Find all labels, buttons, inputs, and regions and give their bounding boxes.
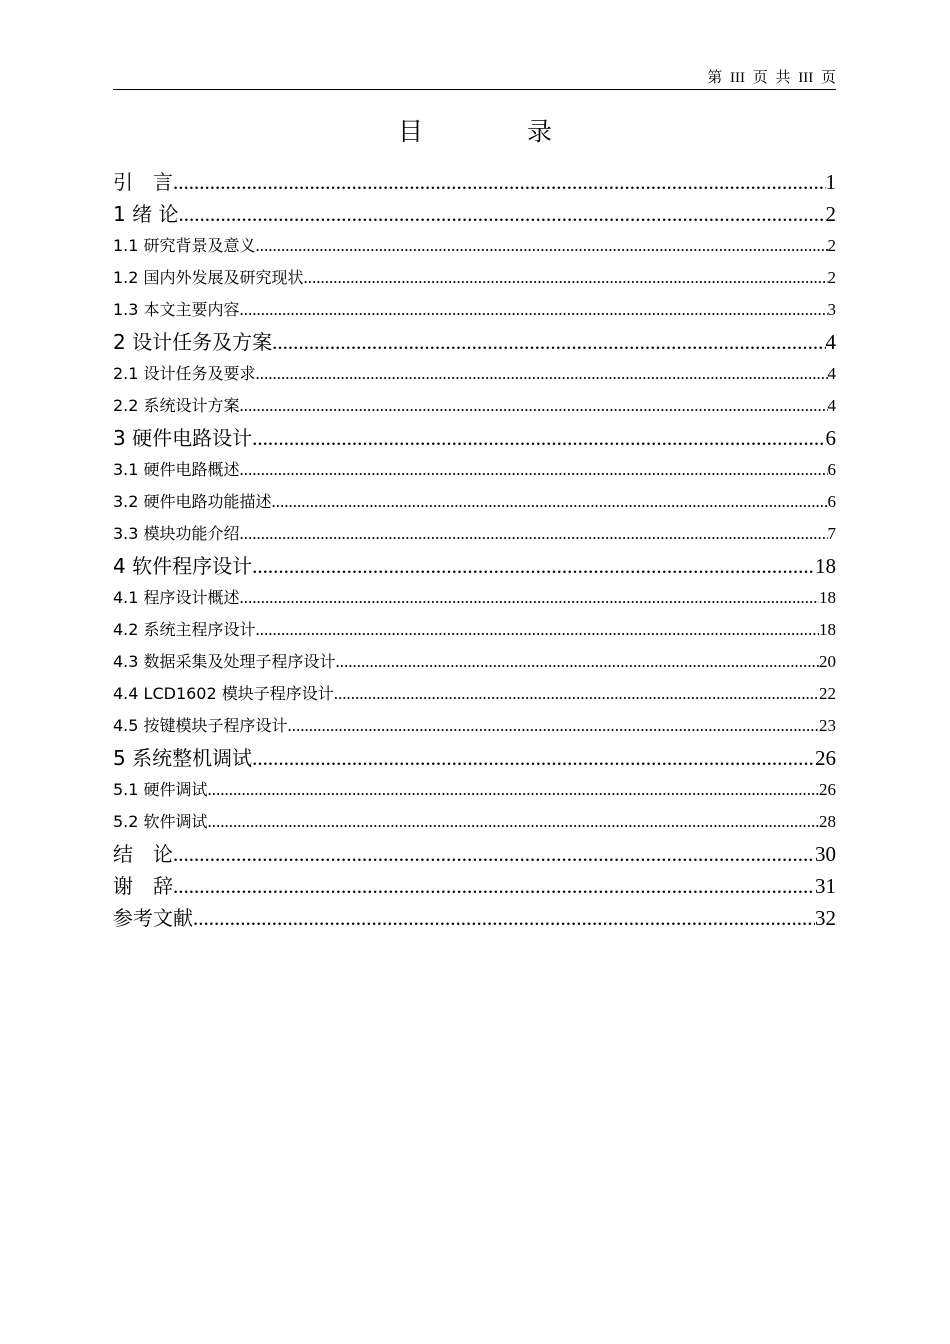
toc-entry-page-number: 23: [819, 716, 836, 735]
toc-entry-label: 4.3 数据采集及处理子程序设计: [113, 652, 336, 671]
toc-entry[interactable]: [113, 230, 836, 262]
page-title: 目 录: [398, 117, 600, 146]
toc-entry-page-number: 32: [815, 906, 836, 930]
toc-entry[interactable]: [113, 454, 836, 486]
toc-dot-leader: [240, 294, 828, 326]
toc-entry-page-number: 4: [827, 364, 836, 383]
toc-entry-label: 谢 辞: [113, 874, 173, 898]
toc-entry-label: 5.1 硬件调试: [113, 780, 208, 799]
toc-dot-leader: [240, 454, 828, 486]
toc-dot-leader: [252, 742, 815, 774]
toc-entry-label: 4 软件程序设计: [113, 554, 253, 578]
toc-entry-page-number: 2: [827, 268, 836, 287]
toc-entry[interactable]: [113, 486, 836, 518]
toc-entry[interactable]: [113, 390, 836, 422]
toc-entry-label: 2.1 设计任务及要求: [113, 364, 256, 383]
toc-entry[interactable]: [113, 678, 836, 710]
toc-dot-leader: [173, 870, 815, 902]
toc-entry-label: 引 言: [113, 170, 173, 194]
page-header: [113, 66, 836, 90]
toc-dot-leader: [173, 838, 815, 870]
toc-entry-page-number: 2: [825, 202, 836, 226]
page-number-info: 第 III 页 共 III 页: [707, 70, 836, 86]
toc-entry[interactable]: [113, 294, 836, 326]
toc-dot-leader: [252, 550, 815, 582]
toc-entry-label: 1.2 国内外发展及研究现状: [113, 268, 304, 287]
toc-entry-label: 3.1 硬件电路概述: [113, 460, 240, 479]
toc-entry-label: 2.2 系统设计方案: [113, 396, 240, 415]
toc-entry[interactable]: [113, 326, 836, 358]
toc-entry-page-number: 6: [827, 460, 836, 479]
toc-entry-page-number: 26: [819, 780, 836, 799]
toc-entry-page-number: 6: [825, 426, 836, 450]
table-of-contents: [113, 166, 836, 934]
toc-entry[interactable]: [113, 614, 836, 646]
toc-dot-leader: [256, 230, 828, 262]
toc-entry-page-number: 2: [827, 236, 836, 255]
toc-dot-leader: [256, 614, 819, 646]
toc-dot-leader: [208, 774, 819, 806]
toc-entry-label: 参考文献: [113, 906, 193, 930]
toc-entry-label: 1.3 本文主要内容: [113, 300, 240, 319]
toc-entry-page-number: 28: [819, 812, 836, 831]
toc-entry[interactable]: [113, 166, 836, 198]
toc-entry[interactable]: [113, 710, 836, 742]
toc-dot-leader: [173, 166, 826, 198]
toc-dot-leader: [178, 198, 825, 230]
toc-dot-leader: [288, 710, 819, 742]
toc-entry-label: 4.5 按键模块子程序设计: [113, 716, 288, 735]
toc-entry-page-number: 6: [827, 492, 836, 511]
toc-entry-label: 4.4 LCD1602 模块子程序设计: [113, 684, 334, 703]
toc-entry-page-number: 31: [815, 874, 836, 898]
toc-entry-page-number: 3: [827, 300, 836, 319]
toc-entry[interactable]: [113, 742, 836, 774]
toc-entry-page-number: 30: [815, 842, 836, 866]
toc-dot-leader: [256, 358, 828, 390]
toc-entry-page-number: 1: [825, 170, 836, 194]
toc-dot-leader: [252, 422, 825, 454]
toc-entry-page-number: 4: [827, 396, 836, 415]
toc-dot-leader: [272, 326, 825, 358]
toc-entry-page-number: 22: [819, 684, 836, 703]
toc-entry-page-number: 7: [827, 524, 836, 543]
toc-entry[interactable]: [113, 550, 836, 582]
toc-entry[interactable]: [113, 262, 836, 294]
toc-entry-label: 3 硬件电路设计: [113, 426, 253, 450]
toc-dot-leader: [240, 518, 828, 550]
toc-entry-label: 3.3 模块功能介绍: [113, 524, 240, 543]
toc-dot-leader: [240, 390, 828, 422]
toc-entry-page-number: 18: [819, 620, 836, 639]
toc-entry-page-number: 4: [825, 330, 836, 354]
toc-entry[interactable]: [113, 518, 836, 550]
toc-entry-label: 3.2 硬件电路功能描述: [113, 492, 272, 511]
toc-entry-page-number: 26: [815, 746, 836, 770]
toc-entry-page-number: 18: [819, 588, 836, 607]
toc-dot-leader: [193, 902, 815, 934]
toc-entry[interactable]: [113, 806, 836, 838]
toc-dot-leader: [334, 678, 819, 710]
toc-entry[interactable]: [113, 358, 836, 390]
toc-entry[interactable]: [113, 198, 836, 230]
toc-dot-leader: [304, 262, 828, 294]
toc-entry[interactable]: [113, 774, 836, 806]
toc-entry-label: 4.1 程序设计概述: [113, 588, 240, 607]
toc-entry[interactable]: [113, 870, 836, 902]
toc-dot-leader: [336, 646, 819, 678]
toc-dot-leader: [272, 486, 828, 518]
toc-entry-label: 1 绪 论: [113, 202, 179, 226]
toc-entry[interactable]: [113, 902, 836, 934]
toc-entry-page-number: 18: [815, 554, 836, 578]
toc-entry-label: 5 系统整机调试: [113, 746, 253, 770]
toc-entry[interactable]: [113, 422, 836, 454]
toc-entry-label: 5.2 软件调试: [113, 812, 208, 831]
toc-entry-label: 结 论: [113, 842, 173, 866]
toc-entry-page-number: 20: [819, 652, 836, 671]
toc-entry-label: 1.1 研究背景及意义: [113, 236, 256, 255]
toc-dot-leader: [240, 582, 819, 614]
toc-entry-label: 4.2 系统主程序设计: [113, 620, 256, 639]
toc-entry[interactable]: [113, 646, 836, 678]
toc-entry-label: 2 设计任务及方案: [113, 330, 273, 354]
toc-entry[interactable]: [113, 582, 836, 614]
toc-dot-leader: [208, 806, 819, 838]
toc-entry[interactable]: [113, 838, 836, 870]
